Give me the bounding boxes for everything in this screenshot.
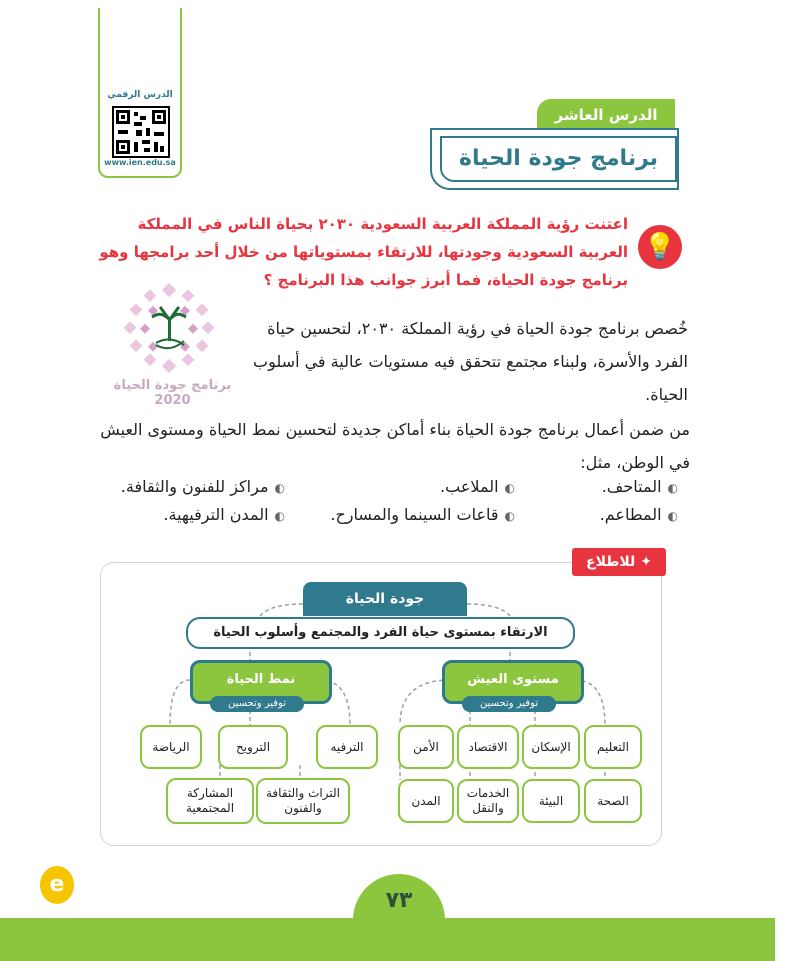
leaf-node: الرياضة (140, 725, 202, 769)
digital-lesson-box[interactable] (98, 8, 182, 178)
quality-of-life-program-logo (120, 283, 220, 373)
ien-logo-icon: e (40, 866, 74, 904)
page-number: ٧٣ (353, 874, 445, 924)
info-icon: ✦ (640, 554, 652, 570)
paragraph-quality-of-life: خُصص برنامج جودة الحياة في رؤية المملكة ٢٠٣٠، لتحسين حياة الفرد والأسرة، ولبناء مجتمع تتحقق فيه مستويات عالية في أسلوب الحياة. (253, 319, 688, 404)
qr-code-icon[interactable] (112, 106, 170, 158)
leaf-node: التعليم (584, 725, 642, 769)
leaf-node: الأمن (398, 725, 454, 769)
diagram-root: جودة الحياة (303, 582, 467, 616)
list-item: ◐ مراكز للفنون والثقافة. (121, 475, 285, 500)
list-item: ◐ المتاحف. (602, 475, 678, 500)
lesson-title: برنامج جودة الحياة (440, 136, 677, 182)
leaf-node: الصحة (584, 779, 642, 823)
category-subtitle: توفير وتحسين (210, 696, 304, 712)
list-item: ◐ قاعات السينما والمسارح. (330, 503, 515, 528)
diagram-goal: الارتقاء بمستوى حياة الفرد والمجتمع وأسلوب الحياة (186, 617, 575, 649)
category-lifestyle: نمط الحياة (190, 660, 332, 704)
lesson-title-box (430, 128, 679, 190)
for-information-tab (572, 548, 666, 576)
leaf-node: الإسكان (522, 725, 580, 769)
footer-bar (0, 918, 775, 961)
list-item: ◐ المطاعم. (600, 503, 678, 528)
leaf-node: المشاركة المجتمعية (166, 778, 254, 824)
digital-lesson-label: الدرس الرقمي (107, 90, 173, 100)
intro-question: اعتنت رؤية المملكة العربية السعودية ٢٠٣٠ بحياة الناس في المملكة العربية السعودية وجودتها، للارتقاء بمستوياتها من خلال أحد برامجها وهو برنامج جودة الحياة، فما أبرز جوانب هذا البرنامج ؟ (99, 215, 628, 289)
logo-caption: برنامج جودة الحياة 2020 (113, 378, 232, 408)
leaf-node: المدن (398, 779, 454, 823)
leaf-node: الخدمات والنقل (457, 779, 519, 823)
leaf-node: البيئة (522, 779, 580, 823)
paragraph-new-places: من ضمن أعمال برنامج جودة الحياة بناء أماكن جديدة لتحسين نمط الحياة ومستوى العيش في الوطن، مثل: (100, 420, 690, 472)
list-item: ◐ الملاعب. (440, 475, 515, 500)
lightbulb-icon: 💡 (638, 225, 682, 269)
digital-lesson-url[interactable]: www.ien.edu.sa (104, 158, 176, 167)
category-standard-of-living: مستوى العيش (442, 660, 584, 704)
leaf-node: الاقتصاد (457, 725, 519, 769)
leaf-node: الترويح (218, 725, 288, 769)
list-item: ◐ المدن الترفيهية. (163, 503, 285, 528)
lesson-number-tab: الدرس العاشر (537, 99, 675, 131)
leaf-node: التراث والثقافة والفنون (256, 778, 350, 824)
leaf-node: الترفيه (316, 725, 378, 769)
info-tab-label: للاطلاع (586, 554, 636, 570)
category-subtitle: توفير وتحسين (462, 696, 556, 712)
